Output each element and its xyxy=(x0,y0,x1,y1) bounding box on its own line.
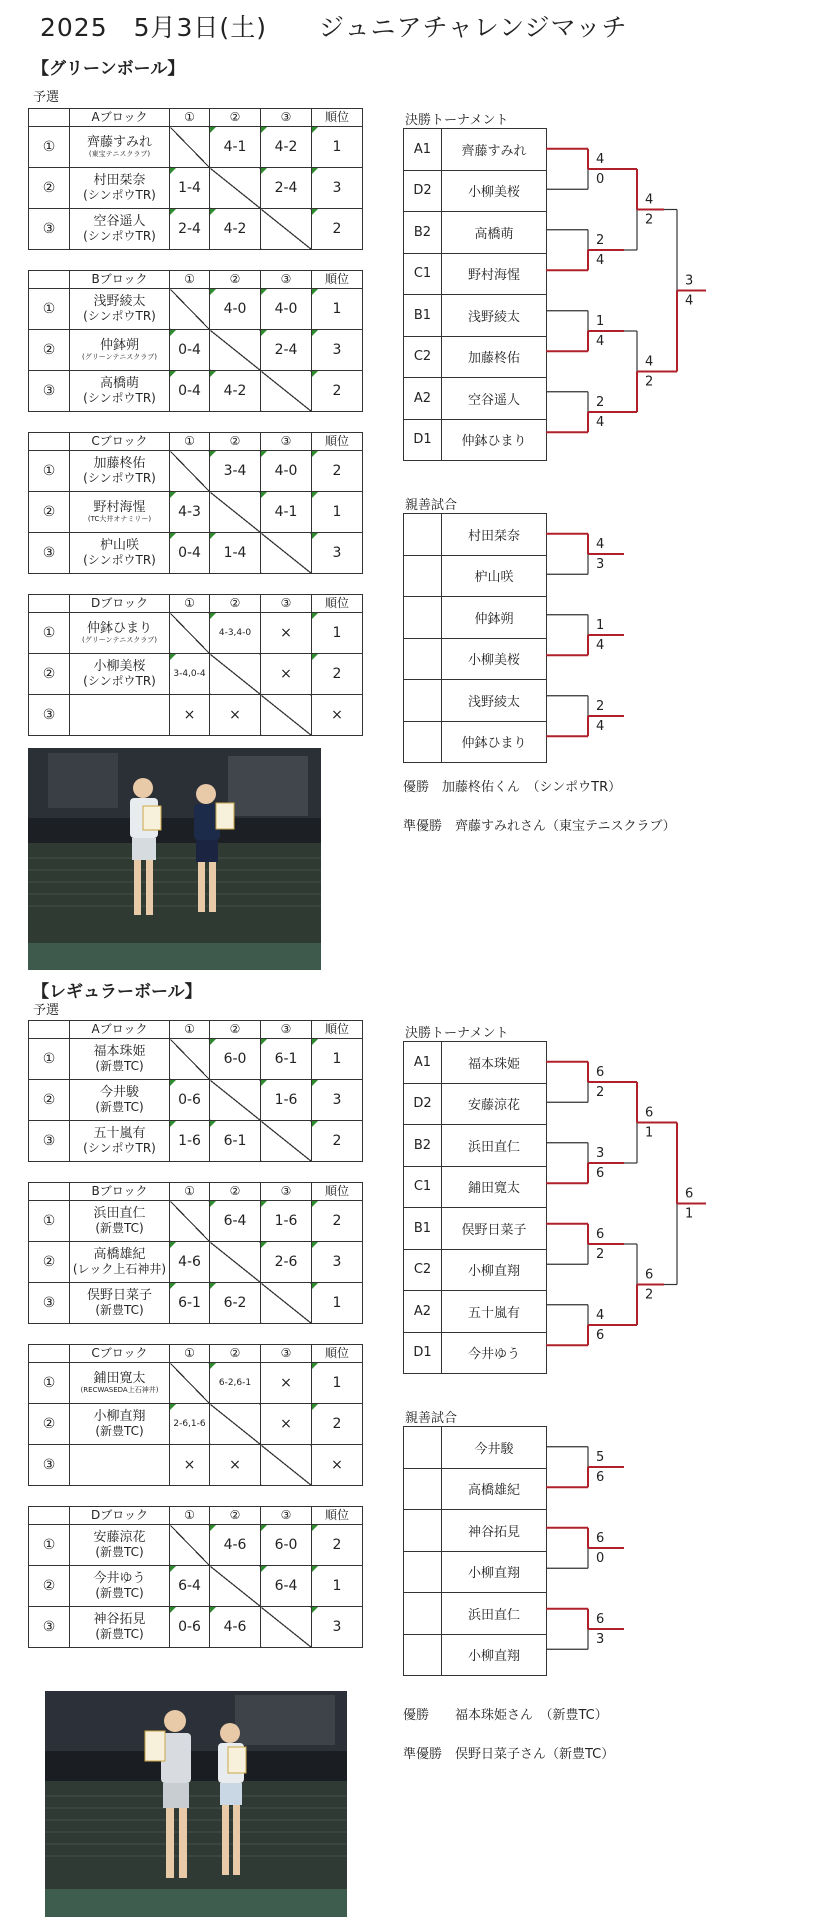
regular-friendly-title: 親善試合 xyxy=(405,1411,458,1426)
friendly-player: 仲鉢ひまり xyxy=(442,721,547,763)
friendly-player: 村田栞奈 xyxy=(442,514,547,556)
score-cell: 0-6 xyxy=(170,1607,210,1648)
bracket-score: 6 xyxy=(645,1105,654,1121)
bracket-score: 4 xyxy=(596,253,605,268)
player-club: (グリーンテニスクラブ) xyxy=(81,353,158,362)
block-header-col: 順位 xyxy=(312,1183,363,1201)
player-club: (新豊TC) xyxy=(95,1302,144,1317)
block-header-col: 順位 xyxy=(312,1021,363,1039)
score-cell: 1-6 xyxy=(261,1201,312,1242)
row-number: ① xyxy=(29,613,70,654)
player-name: 今井ゆう xyxy=(93,1570,146,1586)
seed-label: B1 xyxy=(404,1208,442,1250)
friendly-player: 小柳美桜 xyxy=(442,638,547,680)
player-name: 俣野日菜子 xyxy=(86,1287,152,1303)
player-name: 仲鉢ひまり xyxy=(86,620,152,636)
rank-cell: 1 xyxy=(312,289,363,330)
block-header-col: ① xyxy=(170,1345,210,1363)
score-cell: × xyxy=(210,1445,261,1486)
block-name: Dブロック xyxy=(70,595,170,613)
block-name: Bブロック xyxy=(70,1183,170,1201)
rank-cell: 2 xyxy=(312,209,363,250)
rank-cell: 2 xyxy=(312,1201,363,1242)
block-name: Aブロック xyxy=(70,1021,170,1039)
green-runnerup: 準優勝 齊藤すみれさん（東宝テニスクラブ） xyxy=(403,819,676,834)
player-name: 高橋萌 xyxy=(99,375,139,391)
bracket-score: 3 xyxy=(685,273,694,289)
block-header-col: 順位 xyxy=(312,1345,363,1363)
seed-label: D2 xyxy=(404,1083,442,1125)
row-number: ① xyxy=(29,289,70,330)
bracket-score: 4 xyxy=(596,638,605,653)
bracket-score: 6 xyxy=(685,1186,694,1202)
block-header-col: ③ xyxy=(261,1183,312,1201)
bracket-score: 1 xyxy=(685,1206,694,1222)
score-cell: × xyxy=(170,695,210,736)
seed-player: 野村海惺 xyxy=(442,253,547,295)
bracket-score: 3 xyxy=(596,1146,605,1161)
block-header-col: ③ xyxy=(261,1021,312,1039)
player-club: (レック上石神井) xyxy=(72,1261,167,1276)
player-club: (シンポウTR) xyxy=(83,552,156,567)
block-header-col: ② xyxy=(210,1021,261,1039)
player-name: 空谷遥人 xyxy=(93,213,146,229)
player-club: (シンポウTR) xyxy=(83,470,156,485)
player-name: 浜田直仁 xyxy=(93,1205,146,1221)
score-cell: 4-3,4-0 xyxy=(210,613,261,654)
row-number: ① xyxy=(29,451,70,492)
player-name: 鋪田寛太 xyxy=(93,1370,146,1386)
score-cell: 6-1 xyxy=(261,1039,312,1080)
seed-label: C2 xyxy=(404,336,442,378)
block-header-col: ① xyxy=(170,1183,210,1201)
score-cell: 3-4,0-4 xyxy=(170,654,210,695)
rank-cell: 1 xyxy=(312,127,363,168)
block-header-col: ③ xyxy=(261,1345,312,1363)
rank-cell: 1 xyxy=(312,1566,363,1607)
seed-player: 俣野日菜子 xyxy=(442,1208,547,1250)
block-header-col: ③ xyxy=(261,109,312,127)
bracket-score: 2 xyxy=(645,374,654,390)
row-number: ② xyxy=(29,654,70,695)
player-name: 仲鉢朔 xyxy=(99,337,139,353)
seed-label: C1 xyxy=(404,1166,442,1208)
player-club: (シンポウTR) xyxy=(83,1140,156,1155)
bracket-score: 3 xyxy=(596,557,605,572)
score-cell: 4-0 xyxy=(210,289,261,330)
player-club: (新豊TC) xyxy=(95,1544,144,1559)
block-name: Cブロック xyxy=(70,433,170,451)
block-header-col: ③ xyxy=(261,433,312,451)
seed-label: A2 xyxy=(404,378,442,420)
bracket-score: 1 xyxy=(596,618,605,633)
friendly-player: 浜田直仁 xyxy=(442,1593,547,1635)
row-number: ② xyxy=(29,1404,70,1445)
bracket-score: 6 xyxy=(596,1227,605,1242)
friendly-player: 小柳直翔 xyxy=(442,1551,547,1593)
rank-cell: × xyxy=(312,1445,363,1486)
bracket-score: 6 xyxy=(645,1267,654,1283)
score-cell: × xyxy=(261,613,312,654)
green-section-title: 【グリーンボール】 xyxy=(32,59,185,79)
bracket-score: 4 xyxy=(596,415,605,430)
bracket-score: 6 xyxy=(596,1531,605,1546)
score-cell: 2-4 xyxy=(170,209,210,250)
row-number: ① xyxy=(29,1363,70,1404)
friendly-player: 小柳直翔 xyxy=(442,1634,547,1676)
player-club: (シンポウTR) xyxy=(83,308,156,323)
seed-player: 小柳直翔 xyxy=(442,1249,547,1291)
row-number: ② xyxy=(29,1242,70,1283)
rank-cell: 2 xyxy=(312,1525,363,1566)
rank-cell: 3 xyxy=(312,1242,363,1283)
block-header-col: 順位 xyxy=(312,1507,363,1525)
player-club: (新豊TC) xyxy=(95,1585,144,1600)
bracket-score: 6 xyxy=(596,1065,605,1080)
seed-label: C2 xyxy=(404,1249,442,1291)
regular-champion: 優勝 福本珠姫さん （新豊TC） xyxy=(403,1708,608,1723)
bracket-score: 4 xyxy=(596,719,605,734)
player-name: 神谷拓見 xyxy=(93,1611,146,1627)
bracket-score: 6 xyxy=(596,1166,605,1181)
player-name: 高橋雄紀 xyxy=(93,1246,146,1262)
score-cell: × xyxy=(261,654,312,695)
row-number: ③ xyxy=(29,1607,70,1648)
bracket-score: 6 xyxy=(596,1470,605,1485)
score-cell: 0-4 xyxy=(170,330,210,371)
player-club: (新豊TC) xyxy=(95,1058,144,1073)
block-header-col: ② xyxy=(210,109,261,127)
block-header-col: ① xyxy=(170,271,210,289)
seed-player: 浜田直仁 xyxy=(442,1125,547,1167)
score-cell: 4-1 xyxy=(210,127,261,168)
row-number: ③ xyxy=(29,371,70,412)
row-number: ③ xyxy=(29,209,70,250)
bracket-score: 2 xyxy=(596,699,605,714)
bracket-score: 1 xyxy=(596,314,605,329)
score-cell: × xyxy=(210,695,261,736)
row-number: ③ xyxy=(29,1121,70,1162)
row-number: ③ xyxy=(29,695,70,736)
score-cell: 4-6 xyxy=(170,1242,210,1283)
block-header-col: ② xyxy=(210,1345,261,1363)
seed-player: 小柳美桜 xyxy=(442,170,547,212)
score-cell: 4-3 xyxy=(170,492,210,533)
seed-player: 加藤柊佑 xyxy=(442,336,547,378)
score-cell: 6-1 xyxy=(170,1283,210,1324)
block-header-col: ② xyxy=(210,271,261,289)
bracket-score: 2 xyxy=(596,1085,605,1100)
player-name: 枦山咲 xyxy=(99,537,139,553)
page-title: 2025 5月3日(土) ジュニアチャレンジマッチ xyxy=(40,13,628,42)
bracket-score: 2 xyxy=(596,233,605,248)
rank-cell: × xyxy=(312,695,363,736)
bracket-score: 2 xyxy=(645,1287,654,1303)
bracket-score: 3 xyxy=(596,1632,605,1647)
rank-cell: 3 xyxy=(312,168,363,209)
seed-label: B1 xyxy=(404,295,442,337)
player-name: 小柳美桜 xyxy=(93,658,146,674)
friendly-player: 今井駿 xyxy=(442,1427,547,1469)
player-club: (新豊TC) xyxy=(95,1423,144,1438)
player-club: (シンポウTR) xyxy=(83,673,156,688)
score-cell: 4-1 xyxy=(261,492,312,533)
player-club: (RECWASEDA上石神井) xyxy=(80,1386,159,1395)
block-header-col: ② xyxy=(210,433,261,451)
block-header-col: 順位 xyxy=(312,595,363,613)
score-cell: × xyxy=(170,1445,210,1486)
green-prelim-label: 予選 xyxy=(33,90,60,105)
bracket-score: 4 xyxy=(596,1308,605,1323)
score-cell: 6-4 xyxy=(210,1201,261,1242)
seed-label: A2 xyxy=(404,1291,442,1333)
row-number: ② xyxy=(29,330,70,371)
score-cell: 1-6 xyxy=(170,1121,210,1162)
player-club: (グリーンテニスクラブ) xyxy=(81,636,158,645)
bracket-score: 2 xyxy=(596,1247,605,1262)
regular-runnerup: 準優勝 俣野日菜子さん（新豊TC） xyxy=(403,1747,615,1762)
seed-player: 高橋萌 xyxy=(442,212,547,254)
bracket-score: 5 xyxy=(596,1450,605,1465)
bracket-score: 1 xyxy=(645,1125,654,1141)
bracket-score: 2 xyxy=(645,212,654,228)
row-number: ③ xyxy=(29,533,70,574)
row-number: ② xyxy=(29,492,70,533)
block-header-col: 順位 xyxy=(312,433,363,451)
friendly-player: 高橋雄紀 xyxy=(442,1468,547,1510)
score-cell: 1-6 xyxy=(261,1080,312,1121)
bracket-score: 4 xyxy=(645,192,654,208)
block-header-col: ① xyxy=(170,1021,210,1039)
seed-label: A1 xyxy=(404,129,442,171)
row-number: ① xyxy=(29,1525,70,1566)
rank-cell: 1 xyxy=(312,492,363,533)
block-header-col: ② xyxy=(210,1507,261,1525)
bracket-score: 0 xyxy=(596,1551,605,1566)
rank-cell: 2 xyxy=(312,1121,363,1162)
bracket-score: 6 xyxy=(596,1612,605,1627)
score-cell: 6-0 xyxy=(261,1525,312,1566)
seed-label: D1 xyxy=(404,419,442,461)
block-header-col: ③ xyxy=(261,1507,312,1525)
row-number: ② xyxy=(29,1080,70,1121)
green-champion: 優勝 加藤柊佑くん （シンポウTR） xyxy=(403,780,622,795)
score-cell: 6-2 xyxy=(210,1283,261,1324)
block-header-col: ① xyxy=(170,109,210,127)
block-header-col: ① xyxy=(170,1507,210,1525)
seed-player: 福本珠姫 xyxy=(442,1042,547,1084)
seed-player: 仲鉢ひまり xyxy=(442,419,547,461)
player-name: 安藤涼花 xyxy=(93,1529,146,1545)
player-name: 加藤柊佑 xyxy=(93,455,146,471)
player-club: (TC大井オナミリー) xyxy=(87,515,152,524)
regular-prelim-label: 予選 xyxy=(33,1003,60,1018)
block-header-col: ② xyxy=(210,1183,261,1201)
bracket-score: 4 xyxy=(596,334,605,349)
score-cell: 0-4 xyxy=(170,533,210,574)
seed-player: 浅野綾太 xyxy=(442,295,547,337)
friendly-player: 神谷拓見 xyxy=(442,1510,547,1552)
block-header-col: ① xyxy=(170,433,210,451)
row-number: ③ xyxy=(29,1445,70,1486)
rank-cell: 1 xyxy=(312,613,363,654)
score-cell: × xyxy=(261,1363,312,1404)
score-cell: 6-4 xyxy=(261,1566,312,1607)
player-club: (東宝テニスクラブ) xyxy=(88,150,151,159)
score-cell: 4-0 xyxy=(261,451,312,492)
rank-cell: 2 xyxy=(312,371,363,412)
rank-cell: 1 xyxy=(312,1283,363,1324)
score-cell: 1-4 xyxy=(210,533,261,574)
rank-cell: 3 xyxy=(312,533,363,574)
block-header-col: 順位 xyxy=(312,109,363,127)
friendly-player: 仲鉢朔 xyxy=(442,597,547,639)
friendly-player: 枦山咲 xyxy=(442,555,547,597)
score-cell: 4-2 xyxy=(261,127,312,168)
block-header-col: ③ xyxy=(261,595,312,613)
player-name: 五十嵐有 xyxy=(93,1125,146,1141)
score-cell: 6-1 xyxy=(210,1121,261,1162)
rank-cell: 2 xyxy=(312,451,363,492)
block-header-col: ① xyxy=(170,595,210,613)
block-header-col: 順位 xyxy=(312,271,363,289)
seed-player: 安藤涼花 xyxy=(442,1083,547,1125)
seed-player: 鋪田寛太 xyxy=(442,1166,547,1208)
row-number: ② xyxy=(29,168,70,209)
player-club: (シンポウTR) xyxy=(83,228,156,243)
bracket-score: 4 xyxy=(596,152,605,167)
row-number: ③ xyxy=(29,1283,70,1324)
seed-player: 五十嵐有 xyxy=(442,1291,547,1333)
score-cell: 2-6 xyxy=(261,1242,312,1283)
seed-player: 今井ゆう xyxy=(442,1332,547,1374)
score-cell: 2-4 xyxy=(261,330,312,371)
block-name: Aブロック xyxy=(70,109,170,127)
seed-label: D1 xyxy=(404,1332,442,1374)
score-cell: 2-4 xyxy=(261,168,312,209)
score-cell: 4-6 xyxy=(210,1607,261,1648)
player-club: (新豊TC) xyxy=(95,1099,144,1114)
player-club: (シンポウTR) xyxy=(83,390,156,405)
rank-cell: 3 xyxy=(312,330,363,371)
score-cell: 6-4 xyxy=(170,1566,210,1607)
bracket-score: 0 xyxy=(596,172,605,187)
block-name: Bブロック xyxy=(70,271,170,289)
rank-cell: 3 xyxy=(312,1607,363,1648)
green-friendly-title: 親善試合 xyxy=(405,498,458,513)
score-cell: 3-4 xyxy=(210,451,261,492)
rank-cell: 2 xyxy=(312,654,363,695)
score-cell: 6-2,6-1 xyxy=(210,1363,261,1404)
score-cell: 0-4 xyxy=(170,371,210,412)
bracket-score: 4 xyxy=(596,537,605,552)
seed-label: A1 xyxy=(404,1042,442,1084)
block-header-col: ③ xyxy=(261,271,312,289)
friendly-player: 浅野綾太 xyxy=(442,680,547,722)
rank-cell: 1 xyxy=(312,1363,363,1404)
seed-label: D2 xyxy=(404,170,442,212)
score-cell: 4-0 xyxy=(261,289,312,330)
bracket-score: 4 xyxy=(645,354,654,370)
bracket-score: 4 xyxy=(685,293,694,309)
seed-label: B2 xyxy=(404,212,442,254)
player-club: (シンポウTR) xyxy=(83,187,156,202)
player-name: 小柳直翔 xyxy=(93,1408,146,1424)
player-name: 福本珠姫 xyxy=(93,1043,146,1059)
player-club: (新豊TC) xyxy=(95,1220,144,1235)
score-cell: 1-4 xyxy=(170,168,210,209)
row-number: ② xyxy=(29,1566,70,1607)
score-cell: × xyxy=(261,1404,312,1445)
green-bracket-title: 決勝トーナメント xyxy=(405,113,509,128)
rank-cell: 1 xyxy=(312,1039,363,1080)
block-header-col: ② xyxy=(210,595,261,613)
block-name: Dブロック xyxy=(70,1507,170,1525)
bracket-score: 2 xyxy=(596,395,605,410)
player-name: 今井駿 xyxy=(99,1084,139,1100)
score-cell: 0-6 xyxy=(170,1080,210,1121)
bracket-score: 6 xyxy=(596,1328,605,1343)
seed-label: C1 xyxy=(404,253,442,295)
score-cell: 6-0 xyxy=(210,1039,261,1080)
score-cell: 4-2 xyxy=(210,209,261,250)
player-name: 村田栞奈 xyxy=(93,172,146,188)
player-club: (新豊TC) xyxy=(95,1626,144,1641)
score-cell: 2-6,1-6 xyxy=(170,1404,210,1445)
row-number: ① xyxy=(29,1201,70,1242)
seed-player: 齊藤すみれ xyxy=(442,129,547,171)
seed-label: B2 xyxy=(404,1125,442,1167)
row-number: ① xyxy=(29,127,70,168)
regular-bracket-title: 決勝トーナメント xyxy=(405,1026,509,1041)
player-name: 野村海惺 xyxy=(93,499,146,515)
seed-player: 空谷遥人 xyxy=(442,378,547,420)
regular-section-title: 【レギュラーボール】 xyxy=(32,982,202,1002)
rank-cell: 2 xyxy=(312,1404,363,1445)
player-name: 齊藤すみれ xyxy=(86,134,152,150)
rank-cell: 3 xyxy=(312,1080,363,1121)
block-name: Cブロック xyxy=(70,1345,170,1363)
player-name: 浅野綾太 xyxy=(93,293,146,309)
row-number: ① xyxy=(29,1039,70,1080)
score-cell: 4-6 xyxy=(210,1525,261,1566)
score-cell: 4-2 xyxy=(210,371,261,412)
